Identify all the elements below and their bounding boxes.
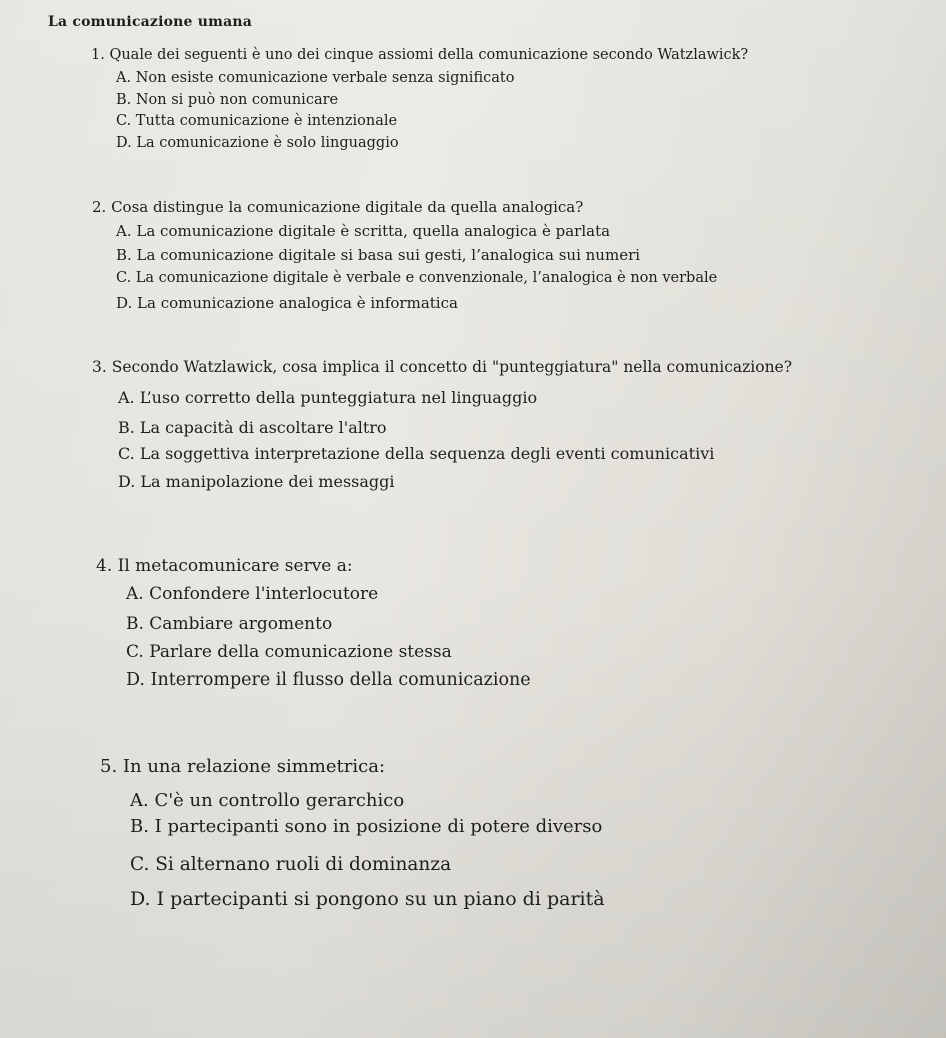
question-2-option-a: A. La comunicazione digitale è scritta, quella analogica è parlata	[116, 222, 611, 240]
question-1-text: 1. Quale dei seguenti è uno dei cinque assiomi della comunicazione secondo Watzlawick?	[91, 47, 749, 63]
question-2-option-d: D. La comunicazione analogica è informatica	[116, 294, 458, 312]
question-1-option-d: D. La comunicazione è solo linguaggio	[116, 135, 399, 151]
question-4-text: 4. Il metacomunicare serve a:	[96, 556, 353, 576]
question-5-text: 5. In una relazione simmetrica:	[100, 756, 386, 777]
question-3-option-a: A. L’uso corretto della punteggiatura nel linguaggio	[118, 388, 538, 407]
question-1-option-a: A. Non esiste comunicazione verbale senza significato	[116, 70, 515, 86]
question-4-option-a: A. Confondere l'interlocutore	[126, 584, 379, 604]
question-5-option-b: B. I partecipanti sono in posizione di potere diverso	[130, 816, 603, 837]
question-5-option-c: C. Si alternano ruoli di dominanza	[130, 854, 452, 875]
question-3-option-c: C. La soggettiva interpretazione della sequenza degli eventi comunicativi	[118, 444, 715, 463]
question-3-option-b: B. La capacità di ascoltare l'altro	[118, 418, 387, 437]
question-1-option-b: B. Non si può non comunicare	[116, 92, 339, 108]
question-5-option-a: A. C'è un controllo gerarchico	[130, 790, 405, 811]
question-4-option-d: D. Interrompere il flusso della comunicazione	[126, 670, 531, 690]
question-3-option-d: D. La manipolazione dei messaggi	[118, 472, 395, 491]
question-2-text: 2. Cosa distingue la comunicazione digitale da quella analogica?	[92, 198, 584, 216]
question-2-option-b: B. La comunicazione digitale si basa sui gesti, l’analogica sui numeri	[116, 246, 641, 264]
document-title: La comunicazione umana	[48, 14, 253, 30]
question-5-option-d: D. I partecipanti si pongono su un piano di parità	[130, 888, 605, 910]
question-2-option-c: C. La comunicazione digitale è verbale e convenzionale, l’analogica è non verbale	[116, 270, 718, 286]
question-1-option-c: C. Tutta comunicazione è intenzionale	[116, 113, 398, 129]
question-3-text: 3. Secondo Watzlawick, cosa implica il concetto di "punteggiatura" nella comunicazione?	[92, 358, 793, 376]
question-4-option-c: C. Parlare della comunicazione stessa	[126, 642, 452, 662]
question-4-option-b: B. Cambiare argomento	[126, 614, 333, 634]
